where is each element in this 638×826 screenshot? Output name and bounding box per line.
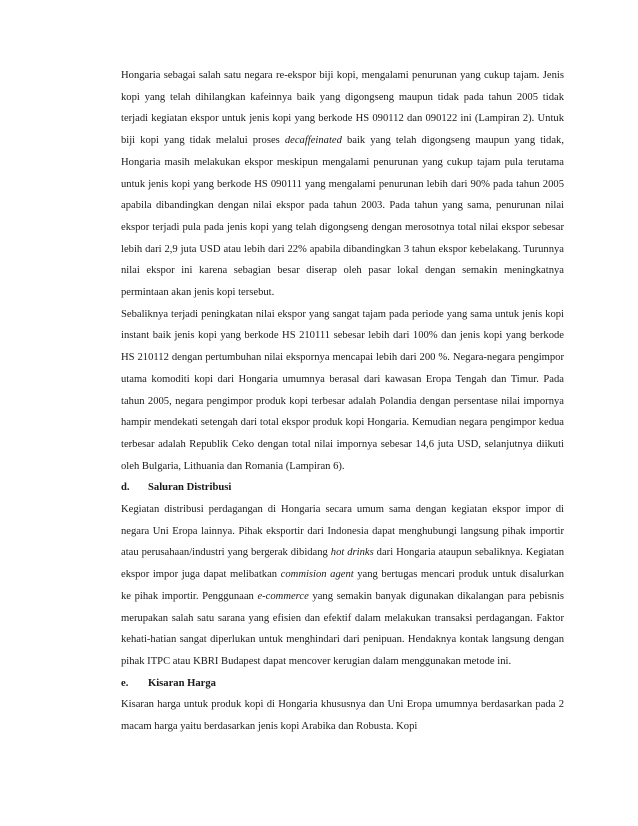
emphasis-term: hot drinks [330,547,374,559]
emphasis-term: commision agent [280,569,354,581]
paragraph-text: Hongaria sebagai salah satu negara re-ekspor biji kopi, mengalami penurunan yang cukup tajam. Jenis kopi yang telah dihilangkan kafeinnya baik yang digongseng maupun tidak pada tahun 2005 tidak terjadi kegiatan ekspor untuk jenis kopi yang berkode HS 090112 dan 090122 ini (Lampiran 2). Untuk biji kopi yang tidak melalui proses [121,70,564,147]
section-title: Kisaran Harga [148,677,216,689]
paragraph-text: yang semakin banyak digunakan dikalangan para pebisnis merupakan salah satu sarana yang efisien dan efektif dalam melakukan transaksi perdagangan. Faktor kehati-hatian sangat diperlukan untuk menghindari dari penipuan. Hendaknya kontak langsung dengan pihak ITPC atau KBRI Budapest dapat mencover kerugian dalam menggunakan metode ini. [121,590,564,667]
paragraph-reexport [121,65,564,304]
paragraph-distribution [121,499,564,673]
paragraph-text: Kegiatan distribusi perdagangan di Hongaria secara umum sama dengan kegiatan ekspor impor di negara Uni Eropa lainnya. Pihak eksportir dari Indonesia dapat menghubungi langsung pihak importir atau perusahaan/industri yang bergerak dibidang [121,504,564,559]
paragraph-import-countries: Sebaliknya terjadi peningkatan nilai ekspor yang sangat tajam pada periode yang sama untuk jenis kopi instant baik jenis kopi yang berkode HS 210111 sebesar lebih dari 100% dan jenis kopi yang berkode HS 210112 dengan pertumbuhan nilai ekspornya mencapai lebih dari 200 %. Negara-negara pengimpor utama komoditi kopi dari Hongaria umumnya berasal dari kawasan Eropa Tengah dan Timur. Pada tahun 2005, negara pengimpor produk kopi terbesar adalah Polandia dengan persentase nilai impornya hampir mendekati setengah dari total ekspor produk kopi Hongaria. Kemudian negara pengimpor kedua terbesar adalah Republik Ceko dengan total nilai impornya sebesar 14,6 juta USD, selanjutnya diikuti oleh Bulgaria, Lithuania dan Romania (Lampiran 6). [121,308,564,472]
paragraph-text: yang bertugas mencari produk untuk disalurkan ke pihak importir. Penggunaan [121,569,564,602]
section-heading-distribution [121,477,564,499]
section-letter: e. [121,677,129,689]
section-heading-price-range [121,673,564,695]
paragraph-price-range: Kisaran harga untuk produk kopi di Hongaria khususnya dan Uni Eropa umumnya berdasarkan pada 2 macam harga yaitu berdasarkan jenis kopi Arabika dan Robusta. Kopi [121,699,564,733]
document-page [121,65,564,738]
paragraph-text: dari Hongaria ataupun sebaliknya. Kegiatan ekspor impor juga dapat melibatkan [121,547,564,581]
emphasis-term: e-commerce [257,590,309,602]
section-letter: d. [121,482,130,494]
paragraph-text: baik yang telah digongseng maupun yang tidak, Hongaria masih melakukan ekspor meskipun mengalami penurunan yang cukup tajam pula terutama untuk jenis kopi yang berkode HS 090111 yang mengalami penurunan lebih dari 90% pada tahun 2005 apabila dibandingkan dengan nilai ekspor pada tahun 2003. Pada tahun yang sama, penurunan nilai ekspor terjadi pula pada jenis kopi yang telah digongseng dengan merosotnya total nilai ekspor sebesar lebih dari 2,9 juta USD atau lebih dari 22% apabila dibandingkan 3 tahun ekspor kebelakang. Turunnya nilai ekspor ini karena sebagian besar diserap oleh pasar lokal dengan semakin meningkatnya permintaan akan jenis kopi tersebut. [121,135,565,299]
emphasis-term: decaffeinated [284,135,342,147]
section-title: Saluran Distribusi [148,482,232,494]
